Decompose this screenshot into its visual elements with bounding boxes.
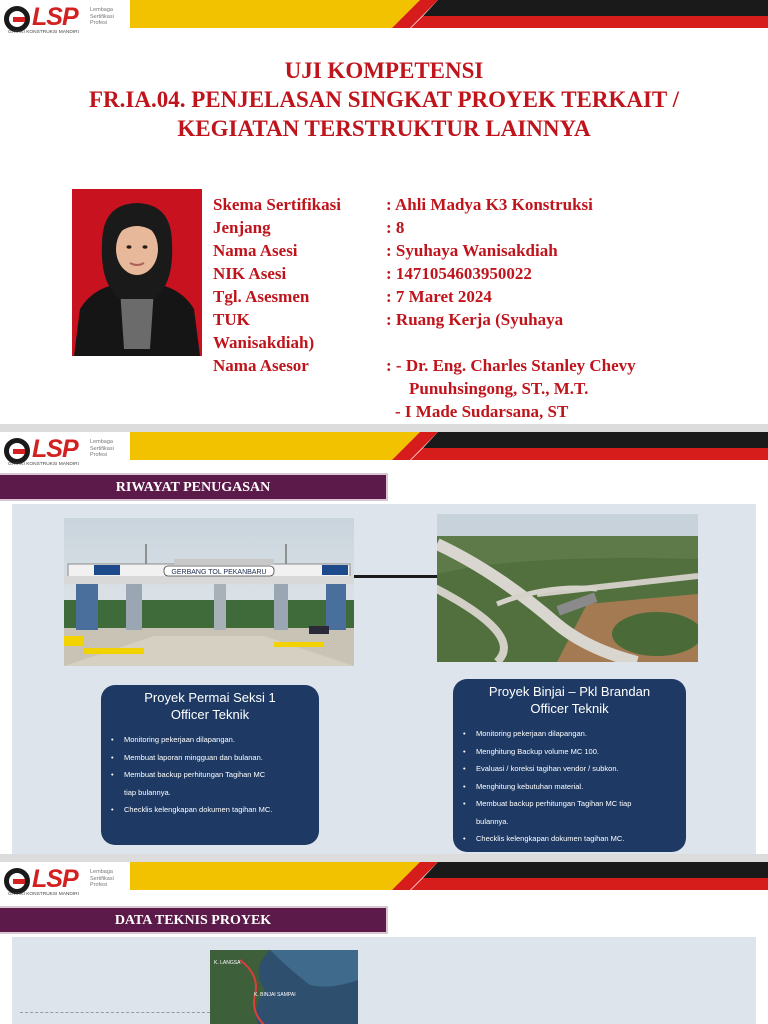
- logo-ring-icon: [4, 868, 30, 894]
- info-value: : Ruang Kerja (Syuhaya: [386, 310, 564, 329]
- map-label: K. LANGSA: [214, 960, 241, 966]
- header-band: [0, 862, 768, 898]
- info-row: [213, 308, 753, 331]
- map-label: K. BINJAI SAMPAI: [254, 992, 296, 998]
- list-item: • Menghitung Backup volume MC 100.: [463, 743, 678, 761]
- card-task-list: [453, 725, 686, 848]
- list-item: • Checklis kelengkapan dokumen tagihan MC.: [463, 830, 678, 848]
- info-row: [213, 377, 753, 400]
- logo-brand: LSP: [32, 3, 78, 31]
- info-label: Skema Sertifikasi: [213, 195, 341, 214]
- section-title: DATA TEKNIS PROYEK: [114, 913, 272, 928]
- project-card-permai: [101, 685, 319, 845]
- lsp-logo: [4, 5, 124, 35]
- card-title-line: Officer Teknik: [530, 701, 609, 716]
- logo-caption: GATAKI KONSTRUKSI MANDIRI: [8, 892, 79, 897]
- section-title-bar: [0, 906, 388, 934]
- info-label: Nama Asesi: [213, 241, 298, 260]
- lsp-logo: [4, 437, 124, 467]
- info-value: : 8: [386, 218, 405, 237]
- header-band: [0, 432, 768, 468]
- info-continuation: Wanisakdiah): [213, 333, 315, 352]
- connector-line: [354, 575, 438, 578]
- info-label: TUK: [213, 310, 250, 329]
- card-title-line: Proyek Binjai – Pkl Brandan: [488, 684, 651, 699]
- logo-brand: LSP: [32, 435, 78, 463]
- list-item: • Monitoring pekerjaan dilapangan.: [463, 725, 678, 743]
- info-row: [213, 285, 753, 308]
- info-value: : 7 Maret 2024: [386, 287, 492, 306]
- info-value: : - Dr. Eng. Charles Stanley Chevy: [386, 356, 636, 375]
- info-label: Nama Asesor: [213, 356, 309, 375]
- route-map: [210, 950, 358, 1024]
- info-row: [213, 262, 753, 285]
- list-item: • Evaluasi / koreksi tagihan vendor / subkon.: [463, 760, 678, 778]
- info-value: : 1471054603950022: [386, 264, 532, 283]
- logo-ring-icon: [4, 438, 30, 464]
- info-row: [213, 239, 753, 262]
- logo-ring-icon: [4, 6, 30, 32]
- title-line-3: KEGIATAN TERSTRUKTUR LAINNYA: [177, 116, 591, 141]
- slide-divider: [0, 854, 768, 862]
- lsp-logo: [4, 867, 124, 897]
- section-title: RIWAYAT PENUGASAN: [115, 480, 271, 495]
- toll-gate-photo: [64, 518, 354, 666]
- list-item: • Menghitung kebutuhan material.: [463, 778, 678, 796]
- info-label: Tgl. Asesmen: [213, 287, 310, 306]
- info-value: - I Made Sudarsana, ST: [395, 402, 569, 421]
- slide-assignment-history: [0, 432, 768, 854]
- slide-divider: [0, 424, 768, 432]
- info-row: [213, 193, 753, 216]
- gate-sign-text: GERBANG TOL PEKANBARU: [171, 569, 267, 576]
- info-row: [213, 331, 753, 354]
- list-item: • Checklis kelengkapan dokumen tagihan MC.: [111, 801, 311, 819]
- card-title: [101, 689, 319, 723]
- info-label: Jenjang: [213, 218, 271, 237]
- list-item: • Membuat backup perhitungan Tagihan MC: [111, 766, 311, 784]
- slide-technical-data: [0, 862, 768, 1024]
- info-row: [213, 216, 753, 239]
- interchange-photo: [437, 514, 698, 662]
- list-item: • Membuat backup perhitungan Tagihan MC tiap: [463, 795, 678, 813]
- logo-caption: GATAKI KONSTRUKSI MANDIRI: [8, 462, 79, 467]
- applicant-info: [213, 193, 753, 423]
- list-item-continuation: tiap bulannya.: [124, 787, 171, 797]
- content-panel: [12, 937, 756, 1024]
- slide-cover: [0, 0, 768, 424]
- logo-caption: GATAKI KONSTRUKSI MANDIRI: [8, 30, 79, 35]
- list-item: • Membuat laporan mingguan dan bulanan.: [111, 749, 311, 767]
- header-band: [0, 0, 768, 36]
- list-item-continuation: bulannya.: [476, 816, 509, 826]
- logo-brand: LSP: [32, 865, 78, 893]
- list-item: • Monitoring pekerjaan dilapangan.: [111, 731, 311, 749]
- cover-title: [0, 56, 768, 143]
- card-title-line: Proyek Permai Seksi 1: [144, 690, 276, 705]
- title-line-2: FR.IA.04. PENJELASAN SINGKAT PROYEK TERKAIT /: [88, 87, 679, 112]
- project-card-binjai: [453, 679, 686, 852]
- info-value: : Ahli Madya K3 Konstruksi: [386, 195, 593, 214]
- card-title: [453, 683, 686, 717]
- logo-subtitle: Lembaga Sertifikasi Profesi: [90, 439, 114, 458]
- card-task-list: [101, 731, 319, 819]
- logo-subtitle: Lembaga Sertifikasi Profesi: [90, 869, 114, 888]
- info-value: : Syuhaya Wanisakdiah: [386, 241, 558, 260]
- card-title-line: Officer Teknik: [170, 707, 250, 722]
- info-label: NIK Asesi: [213, 264, 287, 283]
- logo-subtitle: Lembaga Sertifikasi Profesi: [90, 7, 114, 26]
- route-line: [20, 1012, 210, 1013]
- title-line-1: UJI KOMPETENSI: [284, 58, 484, 83]
- applicant-photo: [72, 189, 202, 356]
- info-row: [213, 400, 753, 423]
- info-value: Punuhsingong, ST., M.T.: [409, 379, 589, 398]
- section-title-bar: [0, 473, 388, 501]
- info-row: [213, 354, 753, 377]
